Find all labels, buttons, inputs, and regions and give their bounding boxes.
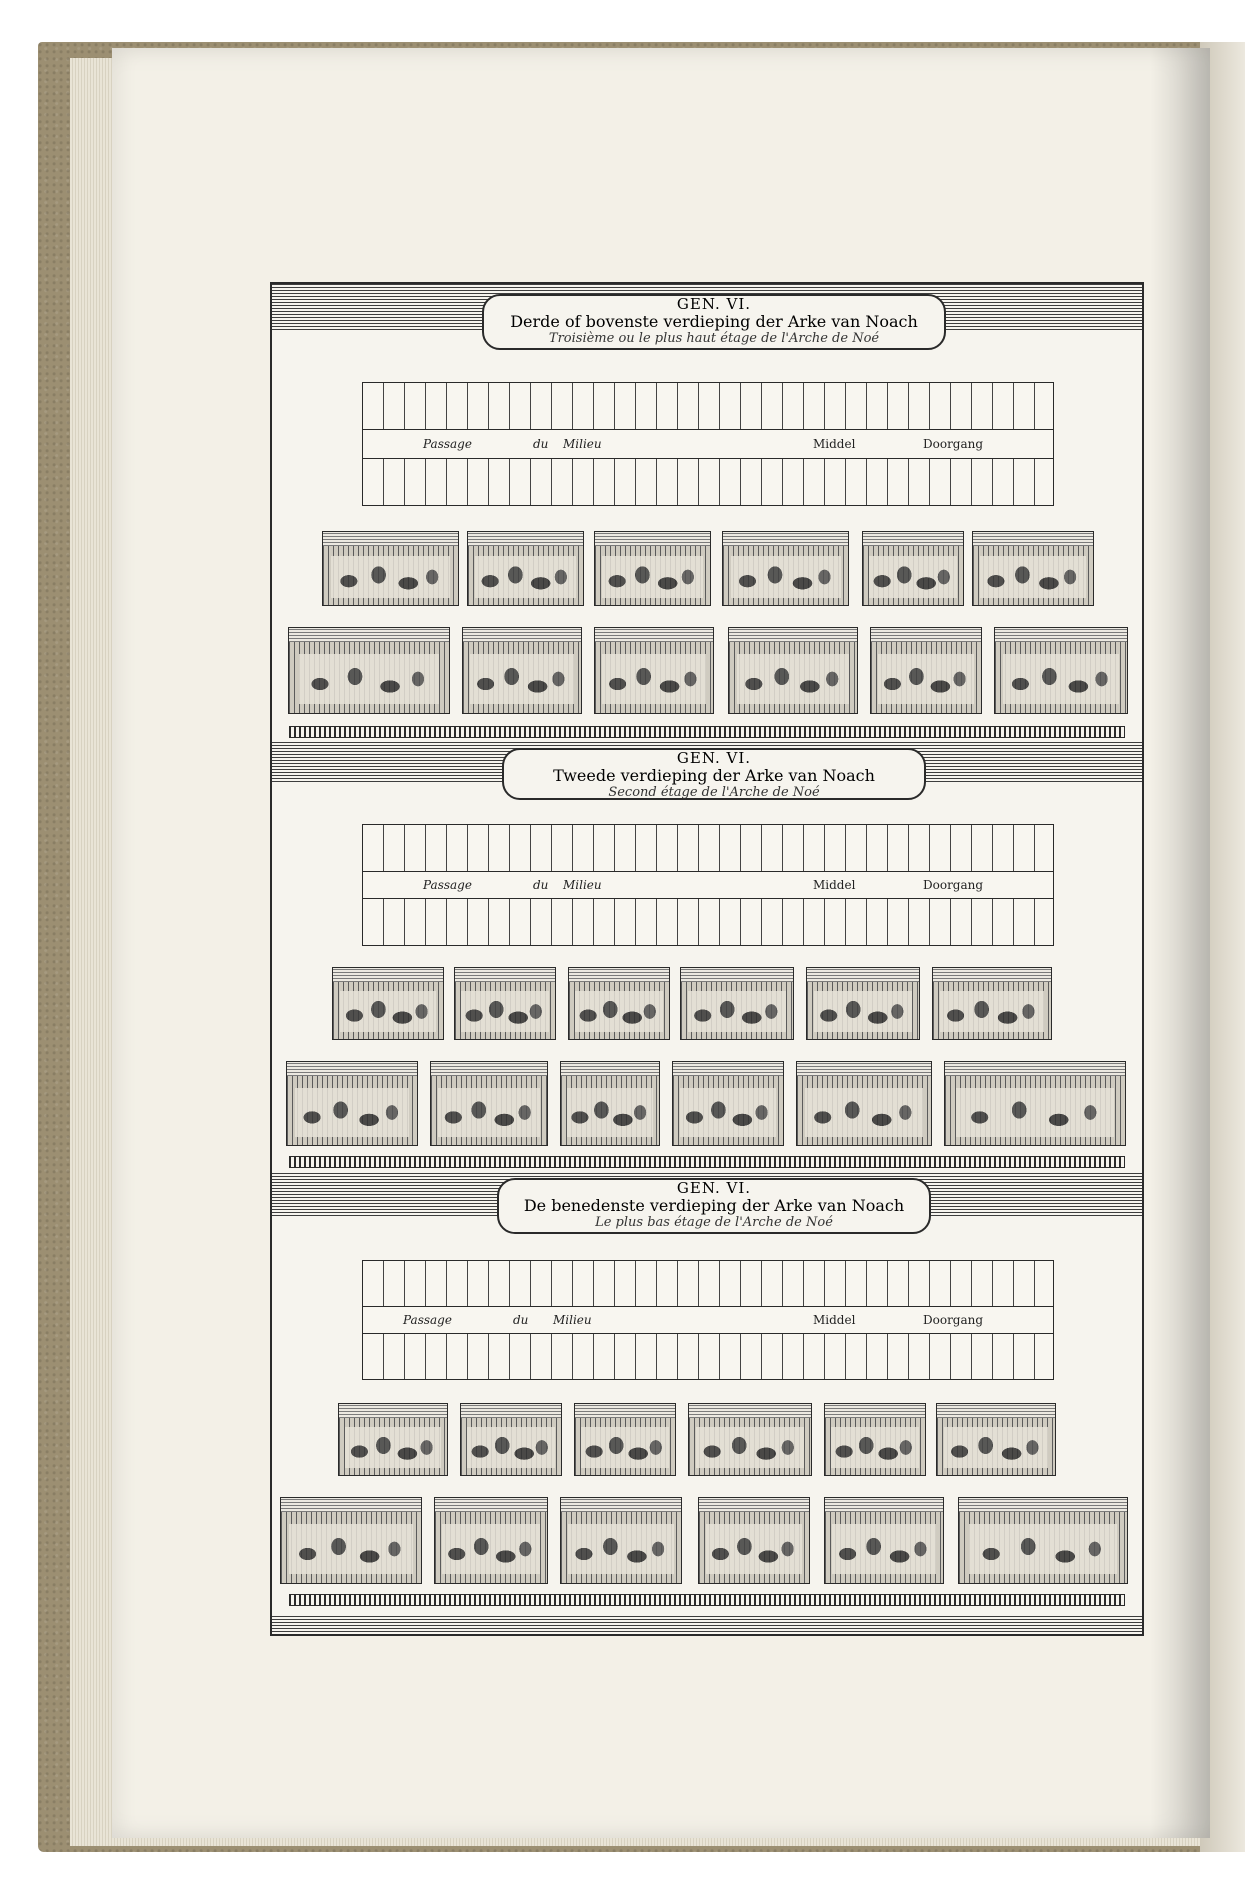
cartouche-subtitle: Second étage de l'Arche de Noé	[608, 784, 820, 800]
hatched-band	[272, 1614, 1142, 1632]
stall-block	[288, 640, 450, 714]
stall-block	[672, 1074, 784, 1146]
stall-block	[680, 980, 794, 1040]
cartouche-title: Tweede verdieping der Arke van Noach	[553, 766, 875, 786]
stall-block	[936, 1416, 1056, 1476]
corridor-label: Doorgang	[923, 877, 984, 892]
stall-block	[338, 1416, 448, 1476]
deck-2-perspective	[272, 956, 1142, 1170]
corridor-label: Doorgang	[923, 436, 984, 451]
corridor-label: Milieu	[563, 436, 602, 451]
stall-block	[280, 1510, 422, 1584]
stall-block	[796, 1074, 932, 1146]
corridor-label: du	[533, 436, 549, 451]
stall-block	[994, 640, 1128, 714]
deck-edge	[289, 1156, 1124, 1168]
cartouche-deck-2	[502, 748, 926, 800]
stall-block	[594, 544, 711, 606]
stall-block	[332, 980, 444, 1040]
stall-block	[806, 980, 920, 1040]
cartouche-title: De benedenste verdieping der Arke van Noach	[523, 1196, 905, 1216]
stall-block	[722, 544, 849, 606]
stall-block	[728, 640, 858, 714]
stall-block	[972, 544, 1094, 606]
corridor-label: Doorgang	[923, 1312, 984, 1327]
cartouche-gen: GEN. VI.	[676, 749, 752, 767]
cartouche-title: Derde of bovenste verdieping der Arke van Noach	[510, 312, 918, 332]
engraved-plate	[270, 282, 1144, 1636]
deck-edge	[289, 726, 1124, 738]
stall-block	[454, 980, 556, 1040]
corridor-label: Milieu	[553, 1312, 592, 1327]
corridor-label: Passage	[403, 1312, 452, 1327]
stall-block	[862, 544, 964, 606]
stall-block	[467, 544, 584, 606]
stall-block	[434, 1510, 548, 1584]
corridor-label: du	[533, 877, 549, 892]
plan-corridor	[363, 1306, 1053, 1334]
stall-block	[462, 640, 582, 714]
stall-block	[568, 980, 670, 1040]
stall-block	[574, 1416, 676, 1476]
stall-block	[944, 1074, 1126, 1146]
cartouche-subtitle: Troisième ou le plus haut étage de l'Arche de Noé	[548, 330, 880, 346]
plan-corridor	[363, 871, 1053, 900]
plan-stalls-top	[363, 825, 1053, 872]
cartouche-gen: GEN. VI.	[676, 1179, 752, 1197]
corridor-label: du	[513, 1312, 529, 1327]
corridor-label: Middel	[813, 436, 856, 451]
stall-block	[958, 1510, 1128, 1584]
deck-3-perspective	[272, 522, 1142, 742]
stall-block	[698, 1510, 810, 1584]
corridor-label: Passage	[423, 436, 472, 451]
plan-stalls-top	[363, 383, 1053, 430]
deck-3-plan	[362, 382, 1054, 506]
plan-stalls-bottom	[363, 458, 1053, 505]
stall-block	[560, 1074, 660, 1146]
deck-1-plan	[362, 1260, 1054, 1380]
corridor-label: Middel	[813, 877, 856, 892]
stall-block	[286, 1074, 418, 1146]
deck-2-plan	[362, 824, 1054, 946]
stall-block	[932, 980, 1052, 1040]
stall-block	[824, 1510, 944, 1584]
stall-block	[870, 640, 982, 714]
stall-block	[824, 1416, 926, 1476]
plan-stalls-bottom	[363, 898, 1053, 945]
corridor-label: Passage	[423, 877, 472, 892]
plan-stalls-bottom	[363, 1333, 1053, 1379]
spine-shadow	[1150, 48, 1210, 1838]
stall-block	[560, 1510, 682, 1584]
stall-block	[594, 640, 714, 714]
stall-block	[688, 1416, 812, 1476]
corridor-label: Middel	[813, 1312, 856, 1327]
cartouche-deck-3	[482, 294, 946, 350]
stall-block	[430, 1074, 548, 1146]
stall-block	[460, 1416, 562, 1476]
deck-edge	[289, 1594, 1124, 1606]
stall-block	[322, 544, 459, 606]
corridor-label: Milieu	[563, 877, 602, 892]
cartouche-subtitle: Le plus bas étage de l'Arche de Noé	[595, 1214, 833, 1230]
cartouche-deck-1	[497, 1178, 931, 1234]
cartouche-gen: GEN. VI.	[676, 295, 752, 313]
deck-1-perspective	[272, 1392, 1142, 1612]
plan-stalls-top	[363, 1261, 1053, 1307]
plan-corridor	[363, 429, 1053, 458]
